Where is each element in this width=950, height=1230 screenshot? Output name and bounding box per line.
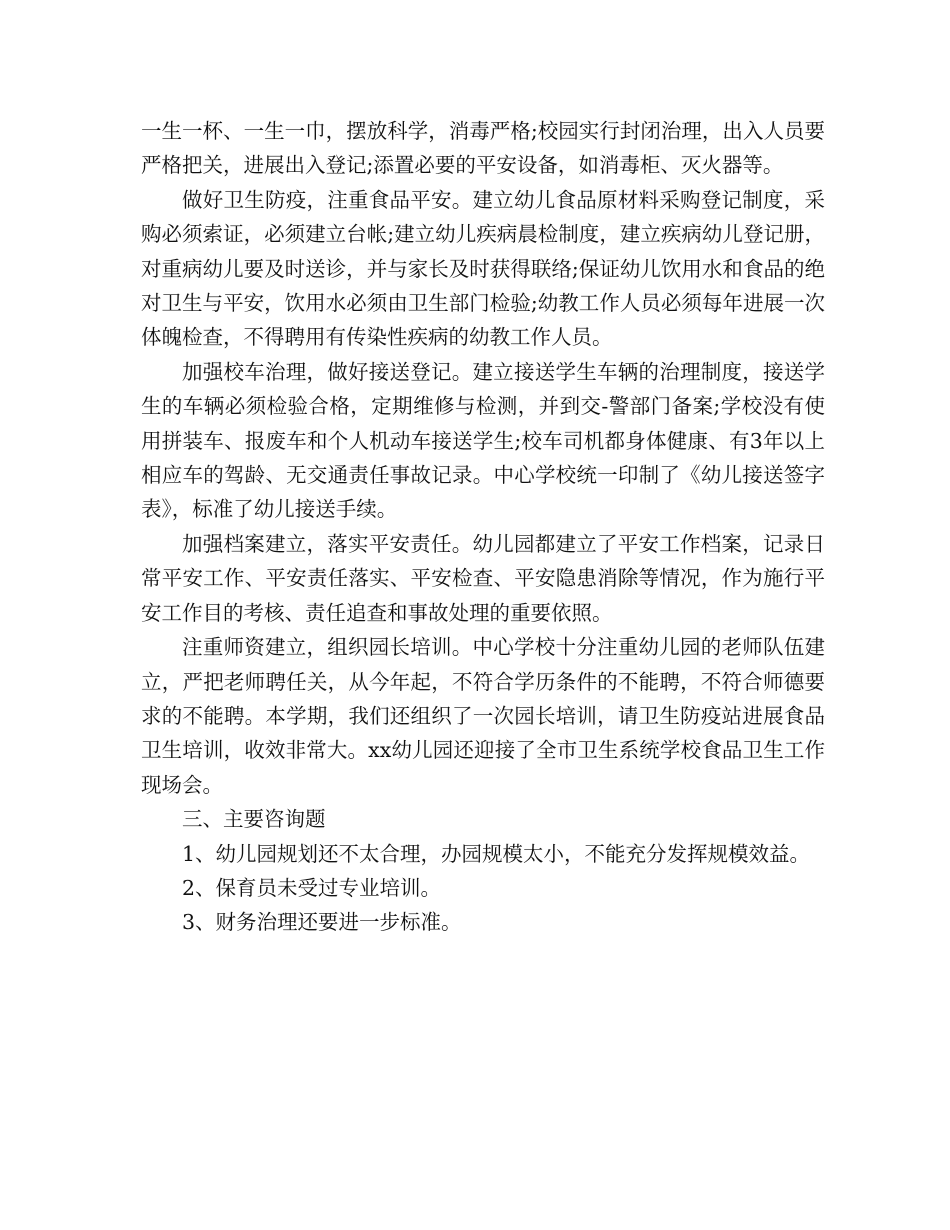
body-paragraph-school-bus: 加强校车治理，做好接送登记。建立接送学生车辆的治理制度，接送学生的车辆必须检验合格，定期维修与检测，并到交-警部门备案;学校没有使用拼装车、报废车和个人机动车接送学生;校车司机都身体健康、有3年以上相应车的驾龄、无交通责任事故记录。中心学校统一印制了《幼儿接送签字表》，标准了幼儿接送手续。: [141, 359, 825, 522]
document-page: [141, 114, 825, 940]
body-paragraph-archives: 加强档案建立，落实平安责任。幼儿园都建立了平安工作档案，记录日常平安工作、平安责任落实、平安检查、平安隐患消除等情况，作为施行平安工作目的考核、责任追查和事故处理的重要依照。: [141, 531, 825, 625]
issue-item-3: 3、财务治理还要进一步标准。: [182, 910, 462, 935]
issue-item-2: 2、保育员未受过专业培训。: [182, 875, 442, 900]
section-heading-main-issues: 三、主要咨询题: [182, 807, 326, 832]
body-paragraph-health-epidemic: 做好卫生防疫，注重食品平安。建立幼儿食品原材料采购登记制度，采购必须索证，必须建立台帐;建立幼儿疾病晨检制度，建立疾病幼儿登记册，对重病幼儿要及时送诊，并与家长及时获得联络;保证幼儿饮用水和食品的绝对卫生与平安，饮用水必须由卫生部门检验;幼教工作人员必须每年进展一次体魄检查，不得聘用有传染性疾病的幼教工作人员。: [141, 187, 825, 350]
body-paragraph-teacher-training: 注重师资建立，组织园长培训。中心学校十分注重幼儿园的老师队伍建立，严把老师聘任关，从今年起，不符合学历条件的不能聘，不符合师德要求的不能聘。本学期，我们还组织了一次园长培训，请卫生防疫站进展食品卫生培训，收效非常大。xx幼儿园还迎接了全市卫生系统学校食品卫生工作现场会。: [141, 635, 825, 797]
issue-item-1: 1、幼儿园规划还不太合理，办园规模太小，不能充分发挥规模效益。: [182, 841, 811, 866]
body-paragraph-1: 一生一杯、一生一巾，摆放科学，消毒严格;校园实行封闭治理，出入人员要严格把关，进展出入登记;添置必要的平安设备，如消毒柜、灭火器等。: [141, 119, 825, 178]
